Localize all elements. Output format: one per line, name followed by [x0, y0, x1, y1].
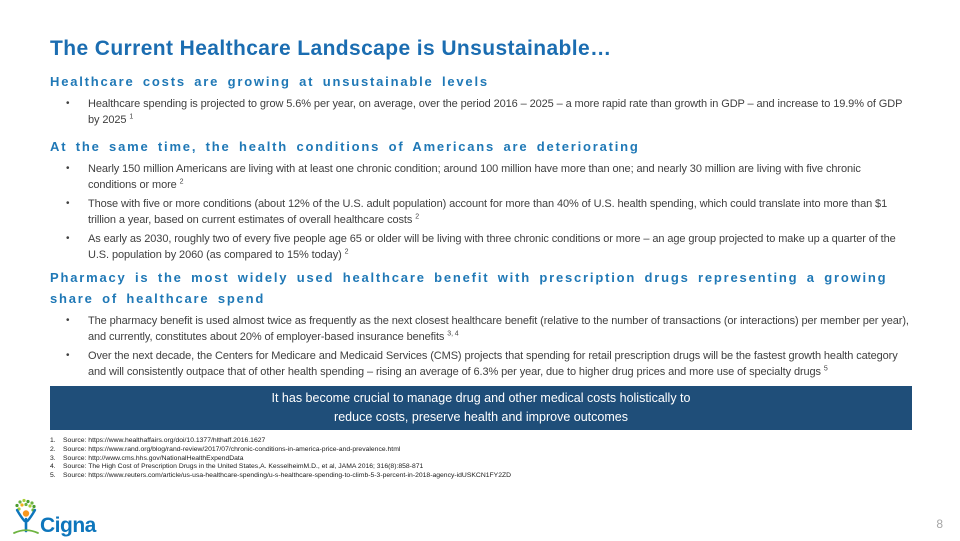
footnote-number: 5. [50, 472, 56, 480]
bullet-item [50, 313, 912, 345]
footnote-text: Source: https://www.reuters.com/article/us-usa-healthcare-spending/u-s-healthcare-spending-to-climb-5-3-percent-in-2018-agency-idUSKCN1FY2ZD [63, 472, 512, 480]
bullet-text: The pharmacy benefit is used almost twice as frequently as the next closest healthcare benefit (relative to the number of transactions (or interactions) per member per year), and currently, constitutes about 20% of employer-based insurance benefits [88, 315, 909, 343]
bullet-item [50, 348, 912, 380]
section-heading-pharmacy: Pharmacy is the most widely used healthcare benefit with prescription drugs representing a growing share of healthcare spend [50, 270, 888, 306]
footnote-row [50, 437, 912, 446]
bullet-text: Those with five or more conditions (about 12% of the U.S. adult population) account for more than 40% of U.S. health spending, which could translate into more than $1 trillion a year, based on current estimates of overall healthcare costs [88, 198, 888, 226]
bullet-item [50, 161, 912, 193]
footnote-ref: 1 [129, 113, 134, 121]
footnotes [50, 437, 912, 481]
bullet-text: Healthcare spending is projected to grow 5.6% per year, on average, over the period 2016 – 2025 – a more rapid rate than growth in GDP – and increase to 19.9% of GDP by 2025 [88, 98, 903, 126]
footnote-number: 2. [50, 445, 56, 453]
footnote-number: 1. [50, 437, 56, 444]
cigna-logo [12, 498, 96, 536]
footnote-number: 4. [50, 463, 56, 471]
footnote-row [50, 463, 912, 472]
page-title: The Current Healthcare Landscape is Unsustainable… [50, 37, 612, 60]
footnote-text: Source: https://www.rand.org/blog/rand-review/2017/07/chronic-conditions-in-america-price-and-prevalence.html [63, 445, 401, 453]
footnote-ref: 5 [823, 365, 828, 373]
footnote-row [50, 472, 912, 481]
footnote-ref: 2 [415, 213, 420, 221]
footnote-ref: 2 [344, 248, 349, 256]
section-heading-conditions: At the same time, the health conditions of Americans are deteriorating [50, 139, 640, 154]
footnote-text: Source: https://www.healthaffairs.org/doi/10.1377/hlthaff.2016.1627 [63, 437, 266, 444]
cigna-tree-of-life-icon [12, 498, 42, 536]
footnote-ref: 2 [179, 178, 184, 186]
footnote-text: Source: The High Cost of Prescription Drugs in the United States,A. KesselheimM.D., et al, JAMA 2016; 316(8):858-871 [63, 463, 424, 471]
footnote-row [50, 446, 912, 455]
bullet-text: As early as 2030, roughly two of every five people age 65 or older will be living with three chronic conditions or more – an age group projected to make up a quarter of the U.S. population by 2060 (as compared to 15% today) [88, 233, 896, 261]
bullet-text: Nearly 150 million Americans are living with at least one chronic condition; around 100 million have more than one; and nearly 30 million are living with five chronic conditions or more [88, 163, 861, 191]
bullet-list-costs [50, 96, 912, 128]
bullet-list-pharmacy [50, 313, 912, 380]
footnote-ref: 3, 4 [447, 330, 459, 338]
bullet-text: Over the next decade, the Centers for Medicare and Medicaid Services (CMS) projects that spending for retail prescription drugs will be the fastest growth health category and will consistently outpace that of other health spending – rising an average of 6.3% per year, due to higher drug prices and more use of specialty drugs [88, 350, 898, 378]
bullet-list-conditions [50, 161, 912, 263]
page-number: 8 [936, 517, 943, 531]
bullet-item [50, 231, 912, 263]
section-heading-costs: Healthcare costs are growing at unsustainable levels [50, 74, 489, 89]
bullet-item [50, 96, 912, 128]
footnote-text: Source: http://www.cms.hhs.gov/NationalHealthExpendData [63, 454, 244, 462]
footnote-row [50, 455, 912, 464]
footnote-number: 3. [50, 454, 56, 462]
banner-line-1: It has become crucial to manage drug and other medical costs holistically to [271, 391, 691, 405]
bullet-item [50, 196, 912, 228]
cigna-logo-wordmark: Cigna [40, 514, 96, 537]
banner-line-2: reduce costs, preserve health and improve outcomes [334, 410, 628, 424]
conclusion-banner [50, 386, 912, 430]
